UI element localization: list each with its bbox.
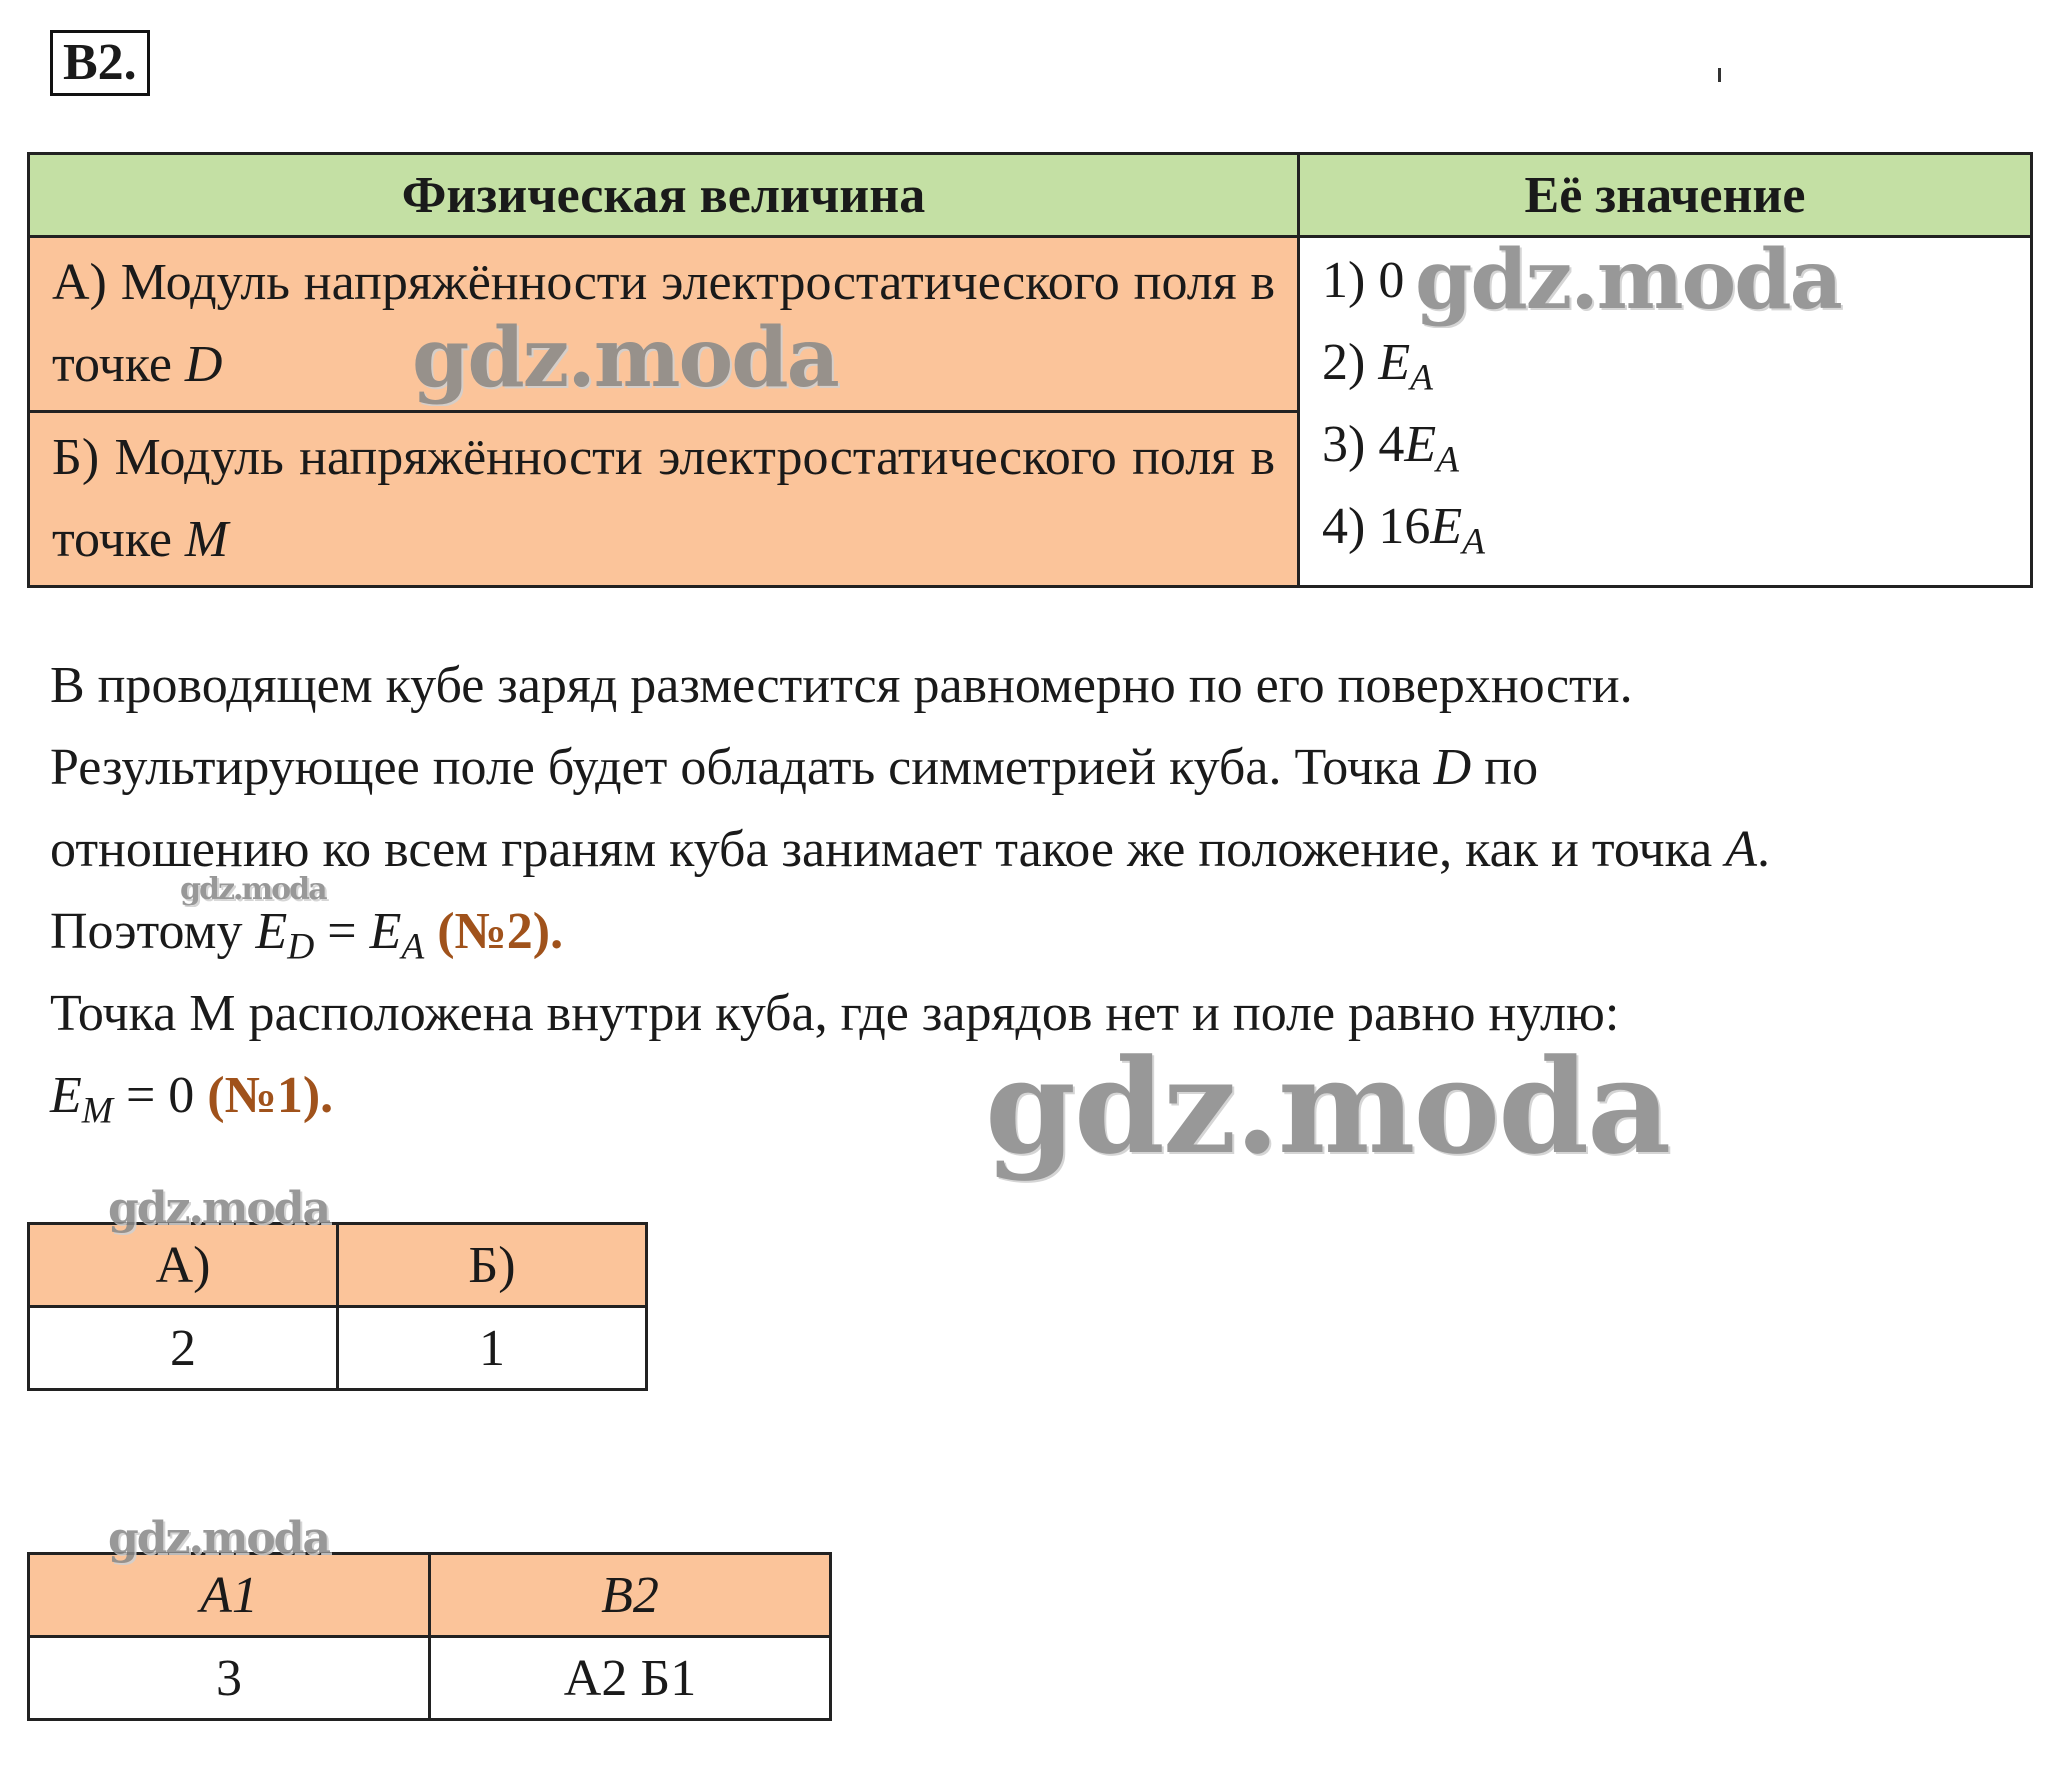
option-1: 1) 0: [1322, 252, 1405, 309]
answer-value-row: [29, 1637, 831, 1720]
answer-value: 1: [338, 1307, 647, 1390]
answer-header: B2: [430, 1554, 831, 1637]
matching-table: [27, 152, 2033, 588]
answer-header: A1: [29, 1554, 430, 1637]
watermark: gdz.moda: [180, 872, 326, 907]
explanation-line: отношению ко всем граням куба занимает такое же положение, как и точка A.: [50, 821, 1770, 878]
answer-header: Б): [338, 1224, 647, 1307]
header-value: Её значение: [1299, 154, 2032, 237]
answer-table-1: [27, 1222, 648, 1391]
answer-value: 3: [29, 1637, 430, 1720]
explanation-line: $E_M = 0$ (№1).: [50, 1067, 334, 1132]
quantity-b-point: M: [184, 511, 229, 568]
quantity-b-letter: Б): [52, 429, 100, 486]
explanation-line: Точка М расположена внутри куба, где зарядов нет и поле равно нулю:: [50, 985, 1620, 1042]
watermark: gdz.moda: [108, 1183, 330, 1234]
option-4: 4) $16E_A$: [1322, 498, 1485, 563]
answer-header-row: [29, 1224, 647, 1307]
option-3: 3) $4E_A$: [1322, 416, 1459, 481]
answer-header-row: [29, 1554, 831, 1637]
answer-value: А2 Б1: [430, 1637, 831, 1720]
stray-mark: [1718, 68, 1721, 82]
quantity-b: [29, 412, 1299, 587]
watermark: gdz.moda: [1415, 232, 1841, 328]
answer-value: 2: [29, 1307, 338, 1390]
explanation-line: Поэтому $E_D = E_A$ (№2).: [50, 903, 564, 968]
quantity-a-point: D: [184, 336, 223, 393]
watermark: gdz.moda: [985, 1030, 1670, 1183]
answer-ref: (№2).: [437, 903, 564, 960]
explanation-line: В проводящем кубе заряд разместится равномерно по его поверхности.: [50, 657, 1633, 714]
problem-label: В2.: [50, 30, 150, 96]
watermark: gdz.moda: [108, 1513, 330, 1564]
answer-ref: (№1).: [207, 1067, 334, 1124]
header-quantity: Физическая величина: [29, 154, 1299, 237]
watermark: gdz.moda: [412, 310, 838, 406]
quantity-a-letter: А): [52, 254, 107, 311]
explanation-line: Результирующее поле будет обладать симметрией куба. Точка D по: [50, 739, 1539, 796]
answer-table-2: [27, 1552, 832, 1721]
table-header-row: [29, 154, 2032, 237]
answer-value-row: [29, 1307, 647, 1390]
quantity-a-text: Модуль напряжённости электростатического поля в точке: [52, 254, 1275, 393]
quantity-b-text: Модуль напряжённости электростатического поля в точке: [52, 429, 1275, 568]
answer-header: А): [29, 1224, 338, 1307]
option-2: 2) $E_A$: [1322, 334, 1433, 399]
